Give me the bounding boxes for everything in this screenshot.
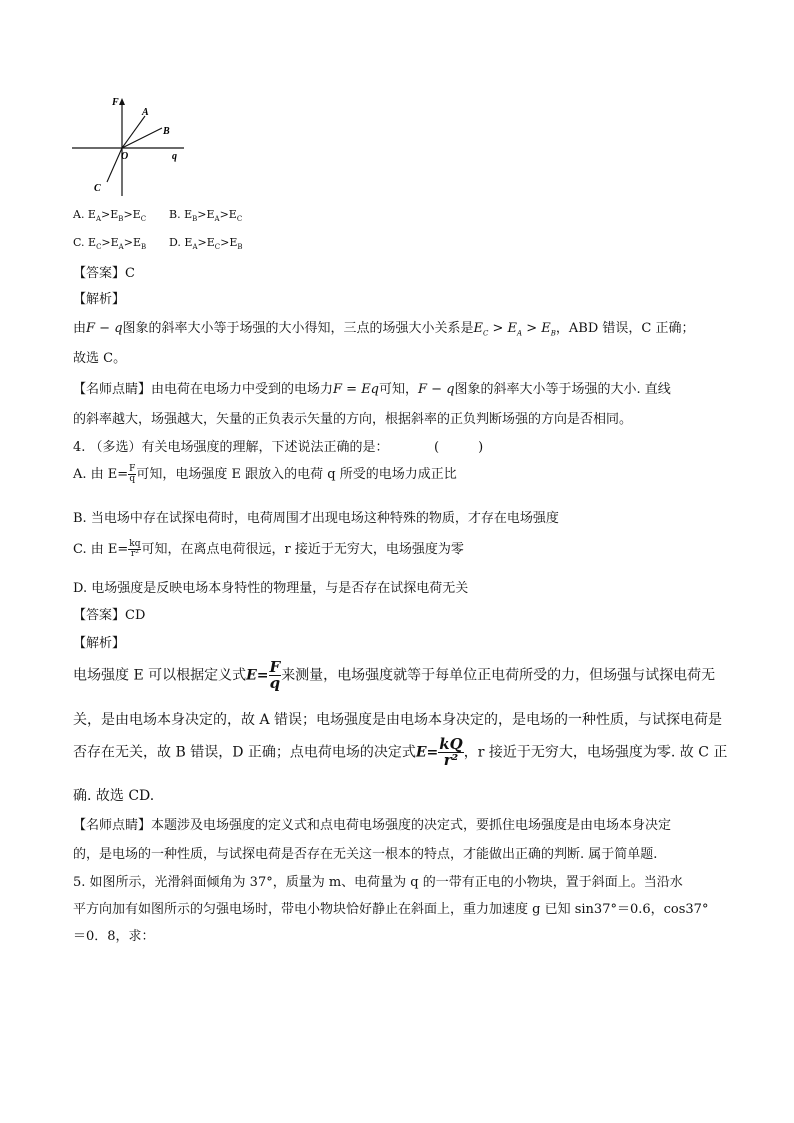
option-text: >E bbox=[101, 208, 119, 221]
text: ，ABD 错误，C 正确； bbox=[555, 321, 695, 336]
option-sub: A bbox=[118, 243, 124, 252]
q4-option-a bbox=[73, 463, 457, 484]
text: 由 bbox=[73, 321, 87, 336]
option-sub: A bbox=[95, 215, 102, 224]
line-a bbox=[122, 116, 145, 148]
graph-label-q: q bbox=[172, 151, 177, 162]
text: 图象的斜率大小等于场强的大小. 直线 bbox=[454, 382, 671, 397]
text: C. 由 E= bbox=[73, 542, 129, 557]
q5-line-3: ＝0．8，求： bbox=[73, 929, 155, 944]
formula: > E bbox=[522, 321, 551, 336]
q4-tip-line-2: 的，是电场的一种性质，与试探电荷是否存在无关这一根本的特点，才能做出正确的判断. 属于简单题. bbox=[73, 847, 658, 862]
graph-label-f: F bbox=[112, 97, 119, 108]
q3-answer: 【答案】C bbox=[73, 266, 135, 281]
formula-sub: A bbox=[517, 329, 523, 338]
q3-option-d bbox=[169, 236, 243, 251]
numerator: kq bbox=[129, 539, 141, 549]
formula: E= bbox=[415, 744, 439, 761]
denominator: q bbox=[269, 674, 281, 692]
text: 可知，电场强度 E 跟放入的电荷 q 所受的电场力成正比 bbox=[136, 467, 457, 482]
fraction bbox=[269, 660, 282, 691]
q4-option-c bbox=[73, 538, 464, 559]
q3-analysis-line-2: 故选 C。 bbox=[73, 351, 127, 366]
formula: > E bbox=[488, 321, 518, 336]
q4-analysis-heading: 【解析】 bbox=[73, 636, 126, 651]
f-q-graph bbox=[66, 92, 188, 200]
option-text: >E bbox=[123, 236, 141, 249]
q4-option-d: D. 电场强度是反映电场本身特性的物理量，与是否存在试探电荷无关 bbox=[73, 581, 469, 596]
q4-title: 4. （多选）有关电场强度的理解，下述说法正确的是： bbox=[73, 440, 389, 455]
denominator: q bbox=[129, 474, 136, 484]
text: 来测量，电场强度就等于每单位正电荷所受的力，但场强与试探电荷无 bbox=[281, 667, 716, 684]
line-b bbox=[122, 128, 162, 148]
text: 可知， bbox=[379, 382, 419, 397]
text: 电场强度 E 可以根据定义式 bbox=[73, 667, 247, 684]
fraction bbox=[128, 540, 141, 559]
q3-tip-line-1 bbox=[73, 378, 671, 397]
option-text: >E bbox=[220, 236, 238, 249]
text: A. 由 E= bbox=[73, 467, 129, 482]
line-c bbox=[107, 148, 122, 182]
q3-option-c bbox=[73, 236, 146, 251]
q4-tip-line-1: 【名师点睛】本题涉及电场强度的定义式和点电荷电场强度的决定式，要抓住电场强度是由电场本身决定 bbox=[73, 818, 672, 833]
option-sub: B bbox=[118, 215, 124, 224]
q4-answer-paren: ( ) bbox=[434, 440, 484, 455]
formula-sub: C bbox=[483, 329, 489, 338]
q4-analysis-line-1 bbox=[73, 660, 715, 691]
option-sub: A bbox=[192, 243, 198, 252]
q5-line-1: 5. 如图所示，光滑斜面倾角为 37°，质量为 m、电荷量为 q 的一带有正电的小物块，置于斜面上。当沿水 bbox=[73, 875, 683, 890]
numerator: kQ bbox=[439, 735, 463, 753]
q3-tip-line-2: 的斜率越大，场强越大，矢量的正负表示矢量的方向，根据斜率的正负判断场强的方向是否相同。 bbox=[73, 412, 633, 427]
formula: F − q bbox=[418, 382, 455, 397]
q4-analysis-line-2: 关，是由电场本身决定的，故 A 错误；电场强度是由电场本身决定的，是电场的一种性质，与试探电荷是 bbox=[73, 712, 723, 728]
option-sub: B bbox=[192, 215, 198, 224]
option-sub: B bbox=[140, 243, 147, 252]
option-sub: C bbox=[214, 243, 221, 252]
graph-label-a: A bbox=[142, 107, 149, 118]
formula: F = Eq bbox=[333, 382, 380, 397]
formula: E bbox=[473, 321, 484, 336]
option-text: C. E bbox=[73, 236, 97, 249]
option-sub: B bbox=[237, 243, 243, 252]
option-sub: C bbox=[236, 215, 243, 224]
q4-analysis-line-3 bbox=[73, 737, 727, 768]
text: ，r 接近于无穷大，电场强度为零. 故 C 正 bbox=[463, 744, 728, 761]
q5-line-2: 平方向加有如图所示的匀强电场时，带电小物块恰好静止在斜面上，重力加速度 g 已知 sin37°＝0.6，cos37° bbox=[73, 902, 709, 917]
q3-option-a bbox=[73, 208, 146, 223]
text: 可知，在离点电荷很远，r 接近于无穷大，电场强度为零 bbox=[141, 542, 464, 557]
q4-analysis-line-4: 确. 故选 CD. bbox=[73, 788, 155, 804]
option-sub: C bbox=[96, 243, 102, 252]
denominator: r² bbox=[130, 549, 139, 559]
numerator: F bbox=[269, 658, 281, 676]
option-text: >E bbox=[197, 236, 215, 249]
text: 【名师点睛】由电荷在电场力中受到的电场力 bbox=[73, 382, 334, 397]
q3-analysis-heading: 【解析】 bbox=[73, 292, 126, 307]
option-text: >E bbox=[197, 208, 215, 221]
option-text: >E bbox=[101, 236, 119, 249]
text: 图象的斜率大小等于场强的大小得知，三点的场强大小关系是 bbox=[122, 321, 474, 336]
option-text: B. E bbox=[169, 208, 193, 221]
formula: E= bbox=[246, 667, 269, 684]
numerator: F bbox=[129, 464, 136, 474]
denominator: r² bbox=[443, 751, 459, 769]
formula-sub: B bbox=[550, 329, 556, 338]
graph-label-b: B bbox=[163, 126, 170, 137]
formula: F − q bbox=[86, 321, 123, 336]
fraction bbox=[438, 737, 463, 768]
q4-answer: 【答案】CD bbox=[73, 608, 146, 623]
q3-option-b bbox=[169, 208, 242, 223]
option-text: >E bbox=[123, 208, 141, 221]
graph-label-c: C bbox=[94, 183, 101, 194]
option-sub: A bbox=[214, 215, 220, 224]
q3-analysis-line-1 bbox=[73, 317, 695, 338]
text: 否存在无关，故 B 错误，D 正确；点电荷电场的决定式 bbox=[73, 744, 416, 761]
option-text: D. E bbox=[169, 236, 193, 249]
graph-label-o: O bbox=[121, 151, 129, 162]
option-text: A. E bbox=[73, 208, 96, 221]
q4-option-b: B. 当电场中存在试探电荷时，电荷周围才出现电场这种特殊的物质，才存在电场强度 bbox=[73, 511, 559, 526]
option-sub: C bbox=[140, 215, 147, 224]
f-axis-arrow-icon bbox=[119, 98, 125, 105]
option-text: >E bbox=[219, 208, 237, 221]
